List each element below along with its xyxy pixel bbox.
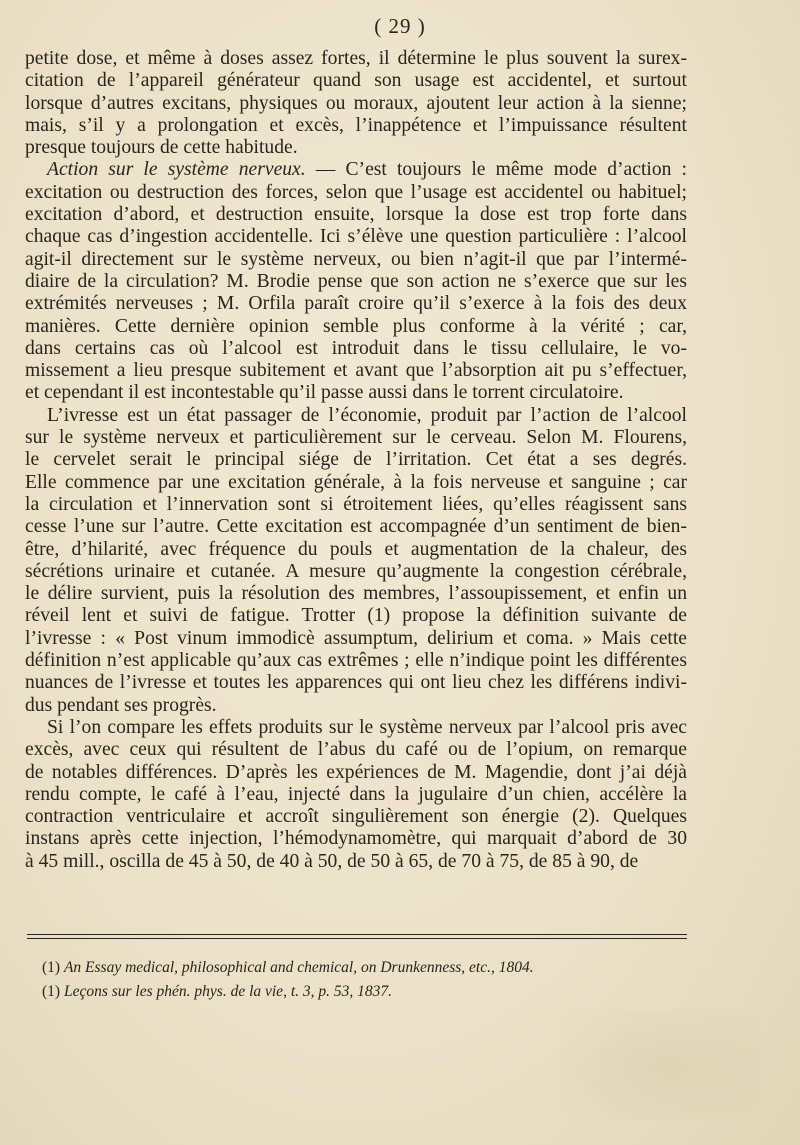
text-line: missement a lieu presque subitement et avant que l’absorption ait pu s’effectuer, xyxy=(25,360,687,382)
text-line: de notables différences. D’après les expériences de M. Magendie, dont j’ai déjà xyxy=(25,761,687,783)
text-line: mais, s’il y a prolongation et excès, l’inappétence et l’impuissance résultent xyxy=(25,114,687,136)
text-line: excitation d’abord, et destruction ensuite, lorsque la dose est trop forte dans xyxy=(25,204,687,226)
text-line: l’ivresse : « Post vinum immodicè assumptum, delirium et coma. » Mais cette xyxy=(25,627,687,649)
text-line: la circulation et l’innervation sont si étroitement liées, qu’elles réagissent sans xyxy=(25,493,687,515)
text-line: manières. Cette dernière opinion semble plus conforme à la vérité ; car, xyxy=(25,315,687,337)
text-line: et cependant il est incontestable qu’il passe aussi dans le torrent circulatoire. xyxy=(25,382,624,404)
text-line: sécrétions urinaire et cutanée. A mesure qu’augmente la congestion cérébrale, xyxy=(25,560,687,582)
text-line: diaire de la circulation? M. Brodie pense que son action ne s’exerce que sur les xyxy=(25,270,687,292)
text-line: être, d’hilarité, avec fréquence du pouls et augmentation de la chaleur, des xyxy=(25,538,687,560)
text-line: excitation ou destruction des forces, selon que l’usage est accidentel ou habituel; xyxy=(25,181,687,203)
text-line: définition n’est applicable qu’aux cas extrêmes ; elle n’indique point les différentes xyxy=(25,650,687,672)
footnote xyxy=(42,956,682,980)
footnote-text: Leçons sur les phén. phys. de la vie, t. 3, p. 53, 1837. xyxy=(63,983,392,1000)
text-line: petite dose, et même à doses assez fortes, il détermine le plus souvent la surex- xyxy=(25,48,687,69)
text-line: à 45 mill., oscilla de 45 à 50, de 40 à 50, de 50 à 65, de 70 à 75, de 85 à 90, de xyxy=(25,850,639,872)
body-text xyxy=(25,48,687,873)
text-line: presque toujours de cette habitude. xyxy=(25,137,298,159)
text-line: excès, avec ceux qui résultent de l’abus du café ou de l’opium, on remarque xyxy=(25,739,687,761)
text-line: extrémités nerveuses ; M. Orfila paraît croire qu’il s’exerce à la fois des deux xyxy=(25,293,687,315)
text-line: rendu compte, le café à l’eau, injecté dans la jugulaire d’un chien, accélère la xyxy=(25,783,687,805)
text-line: L’ivresse est un état passager de l’économie, produit par l’action de l’alcool xyxy=(47,404,687,426)
text-line: citation de l’appareil générateur quand son usage est accidentel, et surtout xyxy=(25,70,687,92)
text-line: chaque cas d’ingestion accidentelle. Ici s’élève une question particulière : l’alcool xyxy=(25,226,687,248)
footnote-separator xyxy=(27,934,687,939)
text-line: le délire survient, puis la résolution des membres, l’assoupissement, et enfin un xyxy=(25,583,687,605)
footnote xyxy=(42,980,682,1004)
footnote-mark: (1) xyxy=(42,983,61,1000)
text-line: Action sur le système nerveux. — C’est toujours le même mode d’action : xyxy=(47,159,687,181)
text-line: dans certains cas où l’alcool est introduit dans le tissu cellulaire, le vo- xyxy=(25,337,687,359)
text-line: Elle commence par une excitation générale, à la fois nerveuse et sanguine ; car xyxy=(25,471,687,493)
section-heading: Action sur le système nerveux. xyxy=(47,159,306,181)
paper-stain xyxy=(560,1010,760,1120)
text-line: dus pendant ses progrès. xyxy=(25,694,217,716)
footnotes xyxy=(42,956,682,1004)
page-number: ( 29 ) xyxy=(374,14,426,38)
text-line: lorsque d’autres excitans, physiques ou moraux, ajoutent leur action à la sienne; xyxy=(25,92,687,114)
text-line: cesse l’une sur l’autre. Cette excitation est accompagnée d’un sentiment de bien- xyxy=(25,516,687,538)
footnote-mark: (1) xyxy=(42,959,61,976)
text-line: agit-il directement sur le système nerveux, ou bien n’agit-il que par l’intermé- xyxy=(25,248,687,270)
text-line: contraction ventriculaire et accroît singulièrement son énergie (2). Quelques xyxy=(25,806,687,828)
text-line: réveil lent et suivi de fatigue. Trotter (1) propose la définition suivante de xyxy=(25,605,687,627)
footnote-text: An Essay medical, philosophical and chemical, on Drunkenness, etc., 1804. xyxy=(63,959,534,976)
text-line: nuances de l’ivresse et toutes les apparences qui ont lieu chez les différens indivi- xyxy=(25,672,687,694)
text-line: instans après cette injection, l’hémodynamomètre, qui marquait d’abord de 30 xyxy=(25,828,687,850)
text-line: sur le système nerveux et particulièrement sur le cerveau. Selon M. Flourens, xyxy=(25,427,687,449)
text-line: le cervelet serait le principal siége de l’irritation. Cet état a ses degrés. xyxy=(25,449,687,471)
text-line: Si l’on compare les effets produits sur le système nerveux par l’alcool pris avec xyxy=(47,716,687,738)
